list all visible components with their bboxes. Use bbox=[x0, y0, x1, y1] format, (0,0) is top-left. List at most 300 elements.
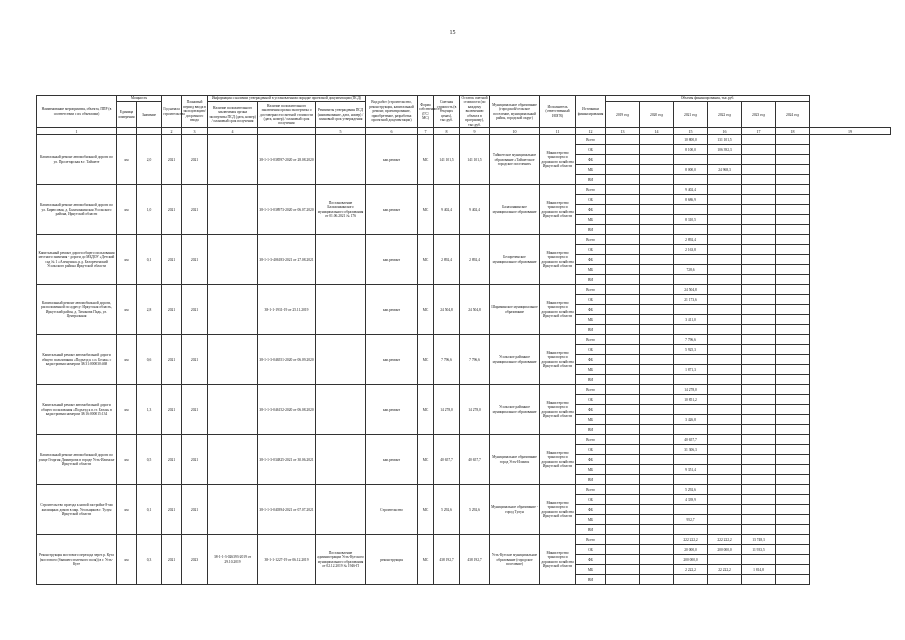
header-municipality: Муниципальное образование (городской/сельское поселение, муниципальный район, городской округ) bbox=[490, 96, 540, 128]
volume-cell: 11 933,5 bbox=[742, 545, 776, 555]
psd-date-cell bbox=[208, 335, 258, 385]
volume-cell bbox=[708, 175, 742, 185]
header-work-type: Вид работ (строительство, реконструкция, капитальный ремонт, проектирование, приобретение, разработка проектной документации) bbox=[366, 96, 418, 128]
volume-cell bbox=[606, 305, 640, 315]
volume-cell bbox=[640, 445, 674, 455]
table-body bbox=[37, 135, 891, 585]
object-name: Капитальный ремонт автомобильной дороги общего пользования «Подъезд к с.п. Белая» с кадастровым номером 38:31:000030:468 bbox=[37, 335, 117, 385]
capacity-value: 0,1 bbox=[137, 235, 162, 285]
volume-cell bbox=[776, 505, 810, 515]
funding-source-label: ФБ bbox=[576, 405, 606, 415]
municipality-cell: Усольское районное муниципальное образование bbox=[490, 335, 540, 385]
volume-cell: 31 306,3 bbox=[674, 445, 708, 455]
volume-cell bbox=[776, 475, 810, 485]
volume-cell bbox=[776, 455, 810, 465]
volume-cell bbox=[640, 255, 674, 265]
volume-cell bbox=[742, 465, 776, 475]
volume-cell bbox=[606, 195, 640, 205]
volume-cell bbox=[742, 455, 776, 465]
volume-cell bbox=[640, 435, 674, 445]
volume-cell: 222 222,2 bbox=[674, 535, 708, 545]
funding-source-label: МБ bbox=[576, 215, 606, 225]
volume-cell bbox=[708, 515, 742, 525]
column-number: 15 bbox=[674, 128, 708, 135]
volume-cell bbox=[776, 235, 810, 245]
volume-cell bbox=[742, 315, 776, 325]
volume-cell bbox=[606, 375, 640, 385]
volume-cell bbox=[674, 475, 708, 485]
volume-cell bbox=[776, 195, 810, 205]
executor-cell: Министерство транспорта и дорожного хозяйства Иркутской области bbox=[540, 485, 576, 535]
volume-cell bbox=[776, 355, 810, 365]
volume-cell bbox=[606, 395, 640, 405]
volume-cell: 2 163,8 bbox=[674, 245, 708, 255]
volume-cell bbox=[606, 215, 640, 225]
volume-cell bbox=[776, 445, 810, 455]
remaining-cell: 24 504,8 bbox=[460, 285, 490, 335]
volume-cell bbox=[742, 145, 776, 155]
volume-cell: 131 101,5 bbox=[708, 135, 742, 145]
volume-cell bbox=[674, 425, 708, 435]
municipality-cell: Муниципальное образование город Усть-Илимск bbox=[490, 435, 540, 485]
header-period: Плановый период ввода в эксплуатацию/досрочного ввода bbox=[182, 96, 208, 128]
volume-cell bbox=[640, 575, 674, 585]
volume-cell bbox=[708, 315, 742, 325]
volume-cell bbox=[776, 185, 810, 195]
volume-cell bbox=[606, 225, 640, 235]
funding-source-label: ФБ bbox=[576, 305, 606, 315]
volume-cell bbox=[708, 575, 742, 585]
volume-cell bbox=[674, 205, 708, 215]
volume-cell bbox=[640, 455, 674, 465]
cost-check-cell: 38-1-1-3-406183-2021 от 27.08.2021 bbox=[258, 235, 316, 285]
volume-cell: 5 292,6 bbox=[674, 485, 708, 495]
object-name: Капитальный ремонт автомобильной дороги по улице Георгия Димитрова в городе Усть-Илимске Иркутской области bbox=[37, 435, 117, 485]
volume-cell: 952,7 bbox=[674, 515, 708, 525]
funding-source-label: ФБ bbox=[576, 505, 606, 515]
volume-cell bbox=[776, 165, 810, 175]
period-cell: 2023 bbox=[182, 535, 208, 585]
psd-date-cell bbox=[208, 185, 258, 235]
volume-cell bbox=[742, 375, 776, 385]
funding-source-label: ВИ bbox=[576, 475, 606, 485]
volume-cell bbox=[606, 245, 640, 255]
header-year-2021: 2021 год bbox=[674, 102, 708, 128]
volume-cell bbox=[708, 435, 742, 445]
volume-cell bbox=[640, 215, 674, 225]
volume-cell: 8 310,5 bbox=[674, 215, 708, 225]
volume-cell bbox=[674, 225, 708, 235]
volume-cell bbox=[674, 525, 708, 535]
header-psd-info: Информация о наличии утвержденной в установленном порядке проектной документации (ПСД) bbox=[208, 96, 366, 102]
volume-cell bbox=[640, 135, 674, 145]
volume-cell bbox=[674, 455, 708, 465]
volume-cell bbox=[776, 575, 810, 585]
volume-cell bbox=[776, 155, 810, 165]
column-number: 14 bbox=[640, 128, 674, 135]
column-number: 12 bbox=[576, 128, 606, 135]
volume-cell: 222 222,2 bbox=[708, 535, 742, 545]
volume-cell bbox=[776, 135, 810, 145]
volume-cell bbox=[776, 305, 810, 315]
psd-date-cell bbox=[208, 135, 258, 185]
estimate-cell: 40 657,7 bbox=[434, 435, 460, 485]
estimate-cell: 5 292,6 bbox=[434, 485, 460, 535]
volume-cell bbox=[606, 285, 640, 295]
volume-cell bbox=[640, 315, 674, 325]
psd-date-cell bbox=[208, 235, 258, 285]
unit-cell: км bbox=[117, 185, 137, 235]
volume-cell bbox=[640, 375, 674, 385]
volume-cell bbox=[708, 295, 742, 305]
work-type-cell: кап.ремонт bbox=[366, 135, 418, 185]
column-number: 17 bbox=[742, 128, 776, 135]
volume-cell bbox=[640, 225, 674, 235]
header-year-2024: 2024 год bbox=[776, 102, 810, 128]
estimate-cell: 7 796,6 bbox=[434, 335, 460, 385]
volume-cell bbox=[776, 295, 810, 305]
period-cell: 2021 bbox=[182, 285, 208, 335]
volume-cell bbox=[606, 335, 640, 345]
column-number: 18 bbox=[776, 128, 810, 135]
remaining-cell: 9 402,4 bbox=[460, 185, 490, 235]
volume-cell bbox=[708, 275, 742, 285]
capacity-value: 0,5 bbox=[137, 435, 162, 485]
volume-cell bbox=[606, 385, 640, 395]
municipality-cell: Белореченское муниципальное образование bbox=[490, 235, 540, 285]
volume-cell bbox=[742, 555, 776, 565]
volume-cell bbox=[674, 155, 708, 165]
volume-cell bbox=[606, 445, 640, 455]
volume-cell bbox=[708, 255, 742, 265]
volume-cell bbox=[776, 415, 810, 425]
funding-source-label: Всего bbox=[576, 435, 606, 445]
object-name: Капитальный ремонт автомобильной дороги общего пользования «Подъезд к п.ст. Белая» в кадастровым номером 38:16:000015:134 bbox=[37, 385, 117, 435]
volume-cell bbox=[742, 395, 776, 405]
volume-cell: 10 851,2 bbox=[674, 395, 708, 405]
volume-cell bbox=[776, 215, 810, 225]
volume-cell bbox=[606, 295, 640, 305]
ownership-cell: МС bbox=[418, 535, 434, 585]
funding-source-label: ОБ bbox=[576, 245, 606, 255]
executor-cell: Министерство транспорта и дорожного хозяйства Иркутской области bbox=[540, 535, 576, 585]
volume-cell bbox=[606, 145, 640, 155]
volume-cell bbox=[742, 415, 776, 425]
volume-cell: 8 000,0 bbox=[674, 165, 708, 175]
volume-cell bbox=[742, 475, 776, 485]
remaining-cell: 5 292,6 bbox=[460, 485, 490, 535]
volume-cell bbox=[776, 555, 810, 565]
funding-source-label: ВИ bbox=[576, 425, 606, 435]
funding-source-label: Всего bbox=[576, 335, 606, 345]
funding-source-label: ОБ bbox=[576, 445, 606, 455]
psd-approval-cell: Постановление администрации Усть-Кутского муниципального образования от 02.12.2019 № 1946-П bbox=[316, 535, 366, 585]
volume-cell bbox=[606, 505, 640, 515]
cost-check-cell: 38-1-1-3-038597-2020 от 28.08.2020 bbox=[258, 135, 316, 185]
volume-cell bbox=[708, 425, 742, 435]
funding-source-label: ФБ bbox=[576, 155, 606, 165]
volume-cell: 1 814,8 bbox=[742, 565, 776, 575]
ownership-cell: МС bbox=[418, 135, 434, 185]
volume-cell bbox=[776, 275, 810, 285]
volume-cell bbox=[742, 505, 776, 515]
volume-cell bbox=[776, 425, 810, 435]
object-name: Реконструкция мостового перехода через р. Кута (мостового (бывшего взлетного поля)) в г. Усть-Куте bbox=[37, 535, 117, 585]
unit-cell: км bbox=[117, 135, 137, 185]
volume-cell bbox=[776, 345, 810, 355]
volume-cell bbox=[674, 255, 708, 265]
volume-cell bbox=[776, 265, 810, 275]
volume-cell bbox=[674, 505, 708, 515]
volume-cell bbox=[708, 245, 742, 255]
funding-source-label: ОБ bbox=[576, 545, 606, 555]
volume-cell bbox=[742, 215, 776, 225]
header-volumes: Объемы финансирования, тыс.руб. bbox=[606, 96, 810, 102]
volume-cell bbox=[708, 195, 742, 205]
header-unit: Единица измерения bbox=[117, 102, 137, 128]
funding-source-label: ФБ bbox=[576, 555, 606, 565]
estimate-cell: 141 101,5 bbox=[434, 135, 460, 185]
capacity-value: 0,6 bbox=[137, 335, 162, 385]
header-cost-check: Наличие положительного заключения органа экспертизы о достоверности сметной стоимости (дата, номер) / плановый срок получения bbox=[258, 102, 316, 128]
psd-date-cell bbox=[208, 285, 258, 335]
column-number: 4 bbox=[208, 128, 258, 135]
volume-cell bbox=[708, 155, 742, 165]
volume-cell bbox=[776, 225, 810, 235]
volume-cell bbox=[640, 415, 674, 425]
funding-source-label: МБ bbox=[576, 565, 606, 575]
remaining-cell: 7 796,6 bbox=[460, 335, 490, 385]
column-number: 11 bbox=[540, 128, 576, 135]
volume-cell bbox=[674, 405, 708, 415]
table-row bbox=[37, 335, 891, 345]
volume-cell bbox=[640, 305, 674, 315]
column-number: 3 bbox=[182, 128, 208, 135]
period-cell: 2021 bbox=[182, 385, 208, 435]
volume-cell bbox=[640, 495, 674, 505]
psd-approval-cell bbox=[316, 485, 366, 535]
volume-cell bbox=[742, 445, 776, 455]
period-cell: 2021 bbox=[182, 135, 208, 185]
volume-cell bbox=[742, 325, 776, 335]
volume-cell bbox=[742, 305, 776, 315]
capacity-value: 2,0 bbox=[137, 135, 162, 185]
estimate-cell: 9 402,4 bbox=[434, 185, 460, 235]
volume-cell bbox=[640, 275, 674, 285]
funding-source-label: ОБ bbox=[576, 195, 606, 205]
volume-cell bbox=[742, 225, 776, 235]
volume-cell: 2 892,4 bbox=[674, 235, 708, 245]
volume-cell bbox=[742, 405, 776, 415]
remaining-cell: 2 892,4 bbox=[460, 235, 490, 285]
volume-cell bbox=[742, 425, 776, 435]
year-start-cell: 2021 bbox=[162, 335, 182, 385]
volume-cell bbox=[640, 465, 674, 475]
volume-cell bbox=[606, 405, 640, 415]
column-number bbox=[137, 128, 162, 135]
volume-cell bbox=[742, 365, 776, 375]
estimate-cell: 24 504,8 bbox=[434, 285, 460, 335]
volume-cell bbox=[640, 505, 674, 515]
funding-source-label: МБ bbox=[576, 415, 606, 425]
volume-cell bbox=[776, 545, 810, 555]
volume-cell bbox=[640, 195, 674, 205]
cost-check-cell: 38-1-1-1227-19 от 06.12.2019 bbox=[258, 535, 316, 585]
funding-source-label: ВИ bbox=[576, 225, 606, 235]
volume-cell bbox=[606, 205, 640, 215]
volume-cell bbox=[776, 385, 810, 395]
program-table bbox=[36, 95, 891, 585]
volume-cell bbox=[606, 315, 640, 325]
funding-source-label: ВИ bbox=[576, 175, 606, 185]
volume-cell bbox=[776, 435, 810, 445]
volume-cell bbox=[606, 565, 640, 575]
object-name: Капитальный ремонт автомобильной дороги, расположенной по адресу: Иркутская область, Иркутский район, д. Тихонова Падь, ул. Центральная bbox=[37, 285, 117, 335]
funding-source-label: ФБ bbox=[576, 205, 606, 215]
object-name: Капитальный ремонт автомобильной дороги по ул. Пролетарская в г. Тайшете bbox=[37, 135, 117, 185]
volume-cell bbox=[640, 145, 674, 155]
volume-cell bbox=[742, 355, 776, 365]
volume-cell bbox=[640, 565, 674, 575]
volume-cell bbox=[708, 375, 742, 385]
psd-approval-cell bbox=[316, 335, 366, 385]
volume-cell bbox=[776, 175, 810, 185]
psd-date-cell bbox=[208, 435, 258, 485]
volume-cell bbox=[640, 345, 674, 355]
volume-cell bbox=[640, 475, 674, 485]
funding-source-label: МБ bbox=[576, 465, 606, 475]
volume-cell bbox=[776, 375, 810, 385]
volume-cell bbox=[674, 375, 708, 385]
volume-cell bbox=[742, 275, 776, 285]
volume-cell bbox=[776, 245, 810, 255]
volume-cell bbox=[708, 455, 742, 465]
volume-cell: 2 222,2 bbox=[674, 565, 708, 575]
header-source: Источники финансирования bbox=[576, 96, 606, 128]
executor-cell: Министерство транспорта и дорожного хозяйства Иркутской области bbox=[540, 385, 576, 435]
volume-cell bbox=[708, 305, 742, 315]
funding-source-label: ФБ bbox=[576, 355, 606, 365]
table-row bbox=[37, 435, 891, 445]
volume-cell bbox=[674, 355, 708, 365]
volume-cell bbox=[674, 175, 708, 185]
volume-cell bbox=[776, 315, 810, 325]
period-cell: 2021 bbox=[182, 485, 208, 535]
year-start-cell: 2021 bbox=[162, 385, 182, 435]
capacity-value: 0,3 bbox=[137, 535, 162, 585]
volume-cell bbox=[776, 495, 810, 505]
work-type-cell: кап.ремонт bbox=[366, 335, 418, 385]
year-start-cell: 2021 bbox=[162, 485, 182, 535]
volume-cell bbox=[640, 545, 674, 555]
cost-check-cell: 38-1-1-3-046551-2020 от 06.09.2020 bbox=[258, 335, 316, 385]
capacity-value: 2,8 bbox=[137, 285, 162, 335]
volume-cell bbox=[776, 525, 810, 535]
period-cell: 2021 bbox=[182, 235, 208, 285]
unit-cell: км bbox=[117, 485, 137, 535]
table-row bbox=[37, 235, 891, 245]
work-type-cell: кап.ремонт bbox=[366, 235, 418, 285]
funding-source-label: ОБ bbox=[576, 295, 606, 305]
table-row bbox=[37, 385, 891, 395]
volume-cell bbox=[742, 335, 776, 345]
psd-approval-cell bbox=[316, 235, 366, 285]
volume-cell bbox=[606, 525, 640, 535]
volume-cell: 200 000,0 bbox=[674, 555, 708, 565]
work-type-cell: кап.ремонт bbox=[366, 285, 418, 335]
municipality-cell: Балахонкинское муниципальное образование bbox=[490, 185, 540, 235]
volume-cell: 728,6 bbox=[674, 265, 708, 275]
column-number: 5 bbox=[316, 128, 366, 135]
year-start-cell: 2021 bbox=[162, 435, 182, 485]
volume-cell: 9 351,4 bbox=[674, 465, 708, 475]
volume-cell bbox=[708, 355, 742, 365]
volume-cell bbox=[742, 175, 776, 185]
volume-cell: 7 796,6 bbox=[674, 335, 708, 345]
ownership-cell: МС bbox=[418, 335, 434, 385]
volume-cell bbox=[606, 555, 640, 565]
volume-cell: 13 748,3 bbox=[742, 535, 776, 545]
ownership-cell: МС bbox=[418, 185, 434, 235]
volume-cell: 3 411,0 bbox=[674, 315, 708, 325]
unit-cell: км bbox=[117, 235, 137, 285]
column-number: 19 bbox=[810, 128, 891, 135]
unit-cell: км bbox=[117, 335, 137, 385]
volume-cell bbox=[742, 515, 776, 525]
volume-cell bbox=[776, 395, 810, 405]
volume-cell: 8 100,0 bbox=[674, 145, 708, 155]
header-year-start: Год начала строительства bbox=[162, 96, 182, 128]
volume-cell bbox=[742, 255, 776, 265]
psd-approval-cell bbox=[316, 385, 366, 435]
volume-cell: 3 426,8 bbox=[674, 415, 708, 425]
table-row bbox=[37, 135, 891, 145]
funding-source-label: Всего bbox=[576, 535, 606, 545]
volume-cell bbox=[640, 295, 674, 305]
executor-cell: Министерство транспорта и дорожного хозяйства Иркутской области bbox=[540, 335, 576, 385]
volume-cell bbox=[776, 485, 810, 495]
volume-cell bbox=[742, 165, 776, 175]
volume-cell bbox=[742, 495, 776, 505]
volume-cell bbox=[606, 275, 640, 285]
volume-cell bbox=[606, 455, 640, 465]
period-cell: 2021 bbox=[182, 185, 208, 235]
volume-cell bbox=[708, 395, 742, 405]
volume-cell bbox=[776, 405, 810, 415]
cost-check-cell: 38-1-1-3-038973-2020 от 06.07.2020 bbox=[258, 185, 316, 235]
unit-cell: км bbox=[117, 435, 137, 485]
header-psd-date: Наличие положительного заключения органа экспертизы ПСД (дата, номер) / плановый срок получения bbox=[208, 102, 258, 128]
municipality-cell: Усольское районное муниципальное образование bbox=[490, 385, 540, 435]
work-type-cell: кап.ремонт bbox=[366, 385, 418, 435]
column-number: 10 bbox=[490, 128, 540, 135]
header-year-2022: 2022 год bbox=[708, 102, 742, 128]
column-number: 6 bbox=[366, 128, 418, 135]
volume-cell: 4 339,9 bbox=[674, 495, 708, 505]
column-number: 13 bbox=[606, 128, 640, 135]
column-number: 1 bbox=[37, 128, 117, 135]
volume-cell bbox=[606, 425, 640, 435]
column-number: 16 bbox=[708, 128, 742, 135]
volume-cell bbox=[776, 325, 810, 335]
volume-cell bbox=[708, 285, 742, 295]
page-number: 15 bbox=[449, 30, 456, 36]
volume-cell bbox=[742, 295, 776, 305]
volume-cell bbox=[742, 195, 776, 205]
capacity-value: 1,3 bbox=[137, 385, 162, 435]
volume-cell bbox=[708, 345, 742, 355]
volume-cell bbox=[640, 535, 674, 545]
